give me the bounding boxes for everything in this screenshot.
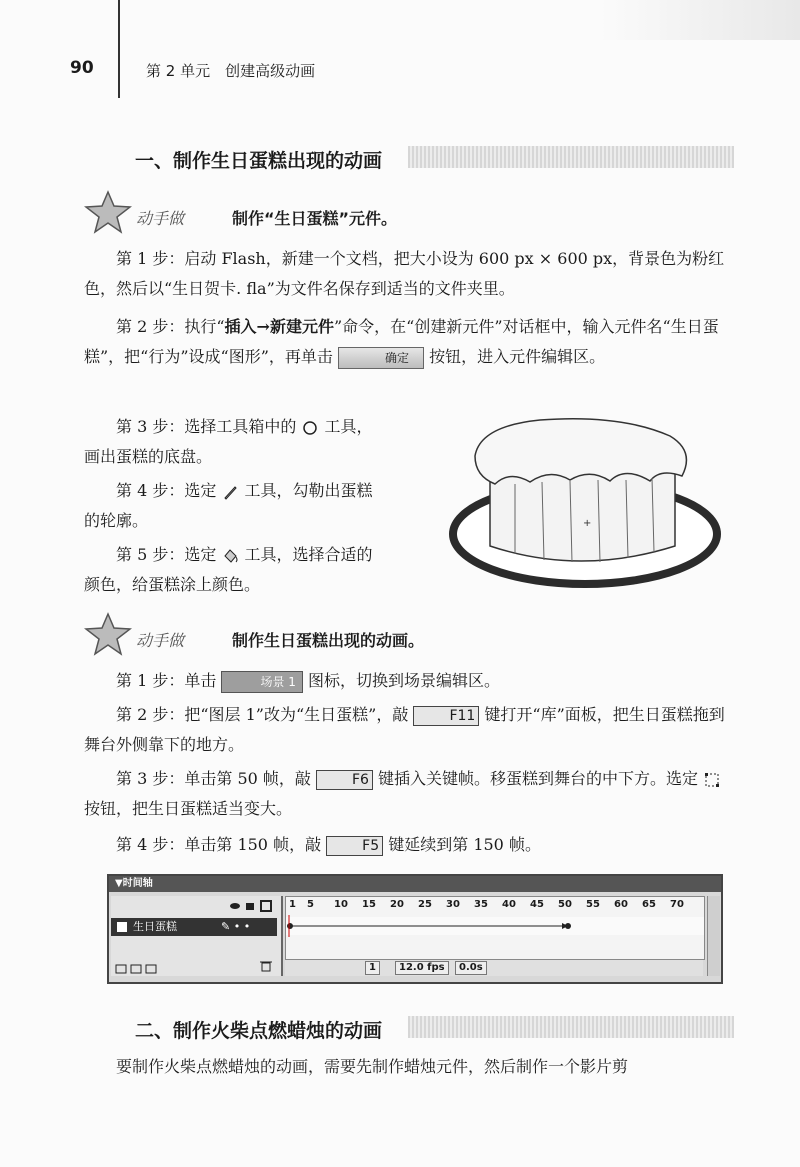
step-3-text-a: 第 3 步：单击第 50 帧，敲 <box>116 769 311 788</box>
timeline-header[interactable] <box>109 876 721 892</box>
section-1-title: 一、制作生日蛋糕出现的动画 <box>135 150 383 172</box>
pencil-tool-icon <box>221 483 239 501</box>
frame-number: 70 <box>670 899 684 910</box>
layer-icon <box>117 922 127 932</box>
layer-panel <box>111 896 283 976</box>
scene-button[interactable]: 场景 1 <box>221 671 302 693</box>
layer-name: 生日蛋糕 <box>133 920 177 933</box>
frame-number: 10 <box>334 899 348 910</box>
frame-number: 35 <box>474 899 488 910</box>
free-transform-icon <box>703 771 721 789</box>
header-decoration <box>600 0 800 40</box>
task-2-step-3 <box>84 764 740 824</box>
task-2-step-1 <box>84 666 740 696</box>
task-1-step-4 <box>84 476 384 536</box>
step-4-text-a: 第 4 步：单击第 150 帧，敲 <box>116 835 322 854</box>
step-2-text-a: 第 2 步：执行“ <box>116 317 225 336</box>
header-divider <box>118 0 120 98</box>
step-5-text-a: 第 5 步：选定 <box>116 545 217 564</box>
timeline-panel <box>107 874 723 984</box>
step-2-text-b: ”命令，在“创建新元件”对话框中，输入元件名“生日蛋糕”，把“行为”设成“图形”，再单击 <box>84 317 719 366</box>
current-frame: 1 <box>365 961 380 975</box>
step-2-text-b: 键打开“库”面板，把生日蛋糕拖到舞台外侧靠下的地方。 <box>84 705 725 754</box>
step-3-text-b: 工具，画出蛋糕的底盘。 <box>84 417 373 466</box>
task-1-step-3 <box>84 412 384 472</box>
step-1-text-b: 图标，切换到场景编辑区。 <box>308 671 501 690</box>
step-2-text-c: 按钮，进入元件编辑区。 <box>429 347 606 366</box>
section-band <box>408 1016 734 1038</box>
paint-bucket-icon <box>221 547 239 565</box>
chapter-title: 第 2 单元 创建高级动画 <box>146 62 316 80</box>
frame-number: 5 <box>307 899 314 910</box>
task-2-step-4 <box>84 830 740 860</box>
frame-number: 25 <box>418 899 432 910</box>
timeline-title: ▼时间轴 <box>115 878 153 889</box>
eye-lock-outline-icons[interactable] <box>229 900 275 912</box>
task-2-title: 制作生日蛋糕出现的动画。 <box>232 631 425 650</box>
frame-number: 30 <box>446 899 460 910</box>
pencil-icon: ✎ • • <box>221 920 251 933</box>
frame-number: 45 <box>530 899 544 910</box>
star-icon <box>84 612 132 656</box>
f11-key: F11 <box>413 706 479 726</box>
layer-buttons[interactable] <box>115 960 175 972</box>
cake-illustration <box>420 406 740 602</box>
menu-command: 插入→新建元件 <box>224 317 334 336</box>
layer-row[interactable] <box>111 918 277 936</box>
add-layer-icon[interactable] <box>115 963 175 975</box>
svg-text:+: + <box>583 518 592 529</box>
task-1-step-2 <box>84 312 740 372</box>
section-2-intro: 要制作火柴点燃蜡烛的动画，需要先制作蜡烛元件，然后制作一个影片剪 <box>116 1057 629 1076</box>
badge-label: 动手做 <box>136 209 185 228</box>
trash-icon[interactable] <box>259 960 273 972</box>
page-number: 90 <box>70 58 94 78</box>
frame-area[interactable] <box>285 896 705 960</box>
section-2-title: 二、制作火柴点燃蜡烛的动画 <box>135 1020 383 1042</box>
task-1-title: 制作“生日蛋糕”元件。 <box>232 209 398 228</box>
step-4-text-b: 键延续到第 150 帧。 <box>388 835 541 854</box>
step-5-text-b: 工具，选择合适的颜色，给蛋糕涂上颜色。 <box>84 545 373 594</box>
frame-rate: 12.0 fps <box>395 961 449 975</box>
oval-tool-icon <box>301 419 319 437</box>
star-icon <box>84 190 132 234</box>
elapsed-time: 0.0s <box>455 961 487 975</box>
frame-number: 60 <box>614 899 628 910</box>
step-3-text-c: 按钮，把生日蛋糕适当变大。 <box>84 799 293 818</box>
step-3-text-b: 键插入关键帧。移蛋糕到舞台的中下方。选定 <box>378 769 699 788</box>
step-2-text-a: 第 2 步：把“图层 1”改为“生日蛋糕”，敲 <box>116 705 409 724</box>
frame-number: 40 <box>502 899 516 910</box>
step-1-text-a: 第 1 步：单击 <box>116 671 217 690</box>
section-band <box>408 146 734 168</box>
badge-label: 动手做 <box>136 631 185 650</box>
f5-key: F5 <box>326 836 383 856</box>
step-3-text-a: 第 3 步：选择工具箱中的 <box>116 417 297 436</box>
step-4-text-b: 工具，勾勒出蛋糕的轮廓。 <box>84 481 373 530</box>
task-1-step-1: 第 1 步：启动 Flash，新建一个文档，把大小设为 600 px × 600 px，背景色为粉红色，然后以“生日贺卡. fla”为文件名保存到适当的文件夹里。 <box>84 249 725 298</box>
task-1-step-5 <box>84 540 384 600</box>
f6-key: F6 <box>316 770 373 790</box>
motion-tween-track[interactable] <box>286 915 704 937</box>
step-4-text-a: 第 4 步：选定 <box>116 481 217 500</box>
ok-button[interactable]: 确定 <box>338 347 424 369</box>
frame-number: 15 <box>362 899 376 910</box>
frame-number: 20 <box>390 899 404 910</box>
frame-number: 55 <box>586 899 600 910</box>
frame-number: 50 <box>558 899 572 910</box>
timeline-status-bar <box>285 960 703 976</box>
timeline-scrollbar[interactable] <box>707 896 720 976</box>
frame-number: 65 <box>642 899 656 910</box>
frame-number: 1 <box>289 899 296 910</box>
task-2-step-2 <box>84 700 740 760</box>
